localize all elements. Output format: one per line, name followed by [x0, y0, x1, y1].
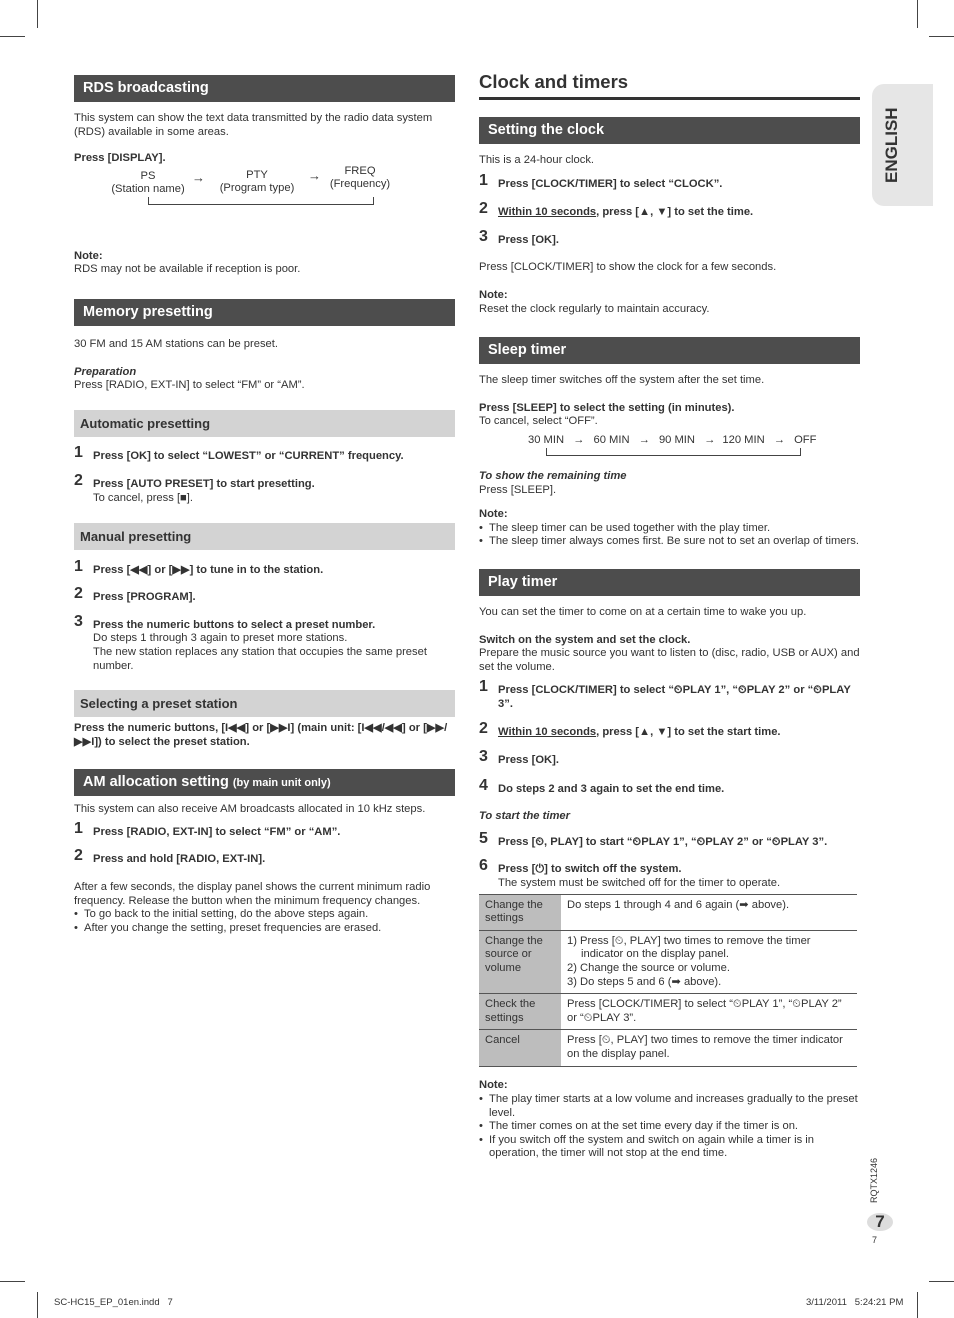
- crop-mark: [0, 36, 25, 37]
- play-switch-label: Switch on the system and set the clock.: [479, 633, 691, 646]
- rds-intro: This system can show the text data transmitted by the radio data system (RDS) available in some areas.: [74, 112, 433, 138]
- rds-flow-freq: FREQ (Frequency): [329, 164, 391, 191]
- manual-step-1: 1 Press [◀◀] or [▶▶] to tune in to the station.: [74, 557, 324, 576]
- table-row: Cancel Press [⏲, PLAY] two times to remove the timer indicator on the display panel.: [479, 1030, 857, 1067]
- arrow-icon: →: [704, 433, 716, 446]
- loop-line: [148, 197, 374, 205]
- rds-note-label: Note:: [74, 249, 103, 262]
- selecting-section-title: Selecting a preset station: [74, 690, 455, 717]
- memory-prep: Press [RADIO, EXT-IN] to select “FM” or “AM”.: [74, 379, 305, 392]
- am-section-title: AM allocation setting (by main unit only): [74, 769, 455, 796]
- play-section-title: Play timer: [479, 569, 860, 596]
- clock-note-label: Note:: [479, 288, 508, 301]
- selecting-text: Press the numeric buttons, [I◀◀] or [▶▶I] (main unit: [I◀◀/◀◀] or [▶▶/▶▶I]) to select the preset station.: [74, 722, 448, 748]
- memory-intro: 30 FM and 15 AM stations can be preset.: [74, 337, 278, 350]
- play-step-1: 1 Press [CLOCK/TIMER] to select “⏲PLAY 1”, “⏲PLAY 2” or “⏲PLAY 3”.: [479, 678, 851, 710]
- table-row: Change the source or volume 1) Press [⏲, PLAY] two times to remove the timer indicator on the display panel. 2) Change the source or volume. 3) Do steps 5 and 6 (➡ above).: [479, 930, 857, 993]
- clock-section-title: Setting the clock: [479, 117, 860, 144]
- play-timer-table: [479, 894, 857, 1068]
- sleep-flow-diagram: [479, 432, 860, 466]
- crop-mark: [37, 1292, 38, 1318]
- auto-section-title: Automatic presetting: [74, 410, 455, 437]
- play-intro: You can set the timer to come on at a certain time to wake you up.: [479, 605, 807, 618]
- memory-prep-label: Preparation: [74, 365, 137, 378]
- clock-step-1: 1 Press [CLOCK/TIMER] to select “CLOCK”.: [479, 171, 723, 190]
- crop-mark: [929, 36, 954, 37]
- sleep-flow: 30 MIN → 60 MIN → 90 MIN → 120 MIN → OFF: [528, 433, 817, 446]
- rds-section-title: RDS broadcasting: [74, 75, 455, 102]
- am-step-1: 1 Press [RADIO, EXT-IN] to select “FM” or “AM”.: [74, 819, 341, 838]
- clock-intro: This is a 24-hour clock.: [479, 154, 595, 166]
- crop-mark: [929, 1281, 954, 1282]
- am-intro: This system can also receive AM broadcasts allocated in 10 kHz steps.: [74, 803, 426, 816]
- clock-after: Press [CLOCK/TIMER] to show the clock for a few seconds.: [479, 261, 777, 274]
- rds-flow-pty: PTY (Program type): [219, 168, 295, 195]
- language-tab: [872, 84, 933, 206]
- crop-mark: [917, 0, 918, 28]
- play-prepare: Prepare the music source you want to listen to (disc, radio, USB or AUX) and set the volume.: [479, 647, 860, 673]
- am-bullets: • To go back to the initial setting, do the above steps again. • After you change the setting, preset frequencies are erased.: [74, 908, 455, 935]
- play-step-4: 4 Do steps 2 and 3 again to set the end time.: [479, 776, 725, 795]
- auto-step-1: 1 Press [OK] to select “LOWEST” or “CURRENT” frequency.: [74, 443, 404, 462]
- clock-step-2: 2 Within 10 seconds, press [▲, ▼] to set the time.: [479, 200, 754, 219]
- sleep-note-label: Note:: [479, 508, 508, 521]
- memory-section-title: Memory presetting: [74, 299, 455, 326]
- am-step-2: 2 Press and hold [RADIO, EXT-IN].: [74, 847, 266, 866]
- loop-line: [546, 448, 801, 456]
- page-title: Clock and timers: [479, 71, 860, 100]
- manual-step-2: 2 Press [PROGRAM].: [74, 585, 196, 604]
- arrow-icon: →: [308, 167, 321, 183]
- footer-date: 3/11/2011 5:24:21 PM: [806, 1297, 904, 1308]
- play-start-label: To start the timer: [479, 810, 570, 823]
- play-step-2: 2 Within 10 seconds, press [▲, ▼] to set the start time.: [479, 720, 781, 739]
- play-bullets: • The play timer starts at a low volume and increases gradually to the preset level. • The timer comes on at the set time every day if the timer is on. • If you switch off the system and switch on again while a timer is in operation, the timer will not stop at the end time.: [479, 1093, 860, 1161]
- arrow-icon: →: [638, 433, 650, 446]
- arrow-icon: →: [192, 169, 205, 185]
- page-number: 7: [872, 1235, 878, 1245]
- crop-mark: [0, 1281, 25, 1282]
- sleep-remaining-label: To show the remaining time: [479, 469, 627, 482]
- arrow-icon: →: [773, 433, 785, 446]
- auto-step-2: 2 Press [AUTO PRESET] to start presetting. To cancel, press [■].: [74, 472, 315, 504]
- table-row: Check the settings Press [CLOCK/TIMER] to select “⏲PLAY 1”, “⏲PLAY 2” or “⏲PLAY 3”.: [479, 994, 857, 1030]
- page-badge: 7: [867, 1213, 893, 1231]
- rds-flow-ps: PS (Station name): [111, 169, 185, 196]
- manual-section-title: Manual presetting: [74, 523, 455, 550]
- sleep-remaining: Press [SLEEP].: [479, 483, 557, 496]
- right-column: [479, 71, 860, 1161]
- language-label: ENGLISH: [882, 107, 901, 183]
- left-column: [74, 75, 455, 935]
- document-code: RQTX1246: [869, 1157, 879, 1203]
- clock-step-3: 3 Press [OK].: [479, 227, 559, 246]
- sleep-press: Press [SLEEP] to select the setting (in minutes).: [479, 401, 735, 414]
- clock-note: Reset the clock regularly to maintain accuracy.: [479, 302, 710, 315]
- rds-flow-diagram: [74, 166, 455, 230]
- play-step-6: 6 Press [⏻] to switch off the system. The system must be switched off for the timer to operate.: [479, 857, 781, 890]
- sleep-cancel: To cancel, select “OFF”.: [479, 415, 598, 428]
- arrow-icon: →: [573, 433, 585, 446]
- rds-note: RDS may not be available if reception is poor.: [74, 263, 301, 276]
- play-note-label: Note:: [479, 1079, 508, 1092]
- sleep-intro: The sleep timer switches off the system after the set time.: [479, 374, 765, 387]
- sleep-section-title: Sleep timer: [479, 337, 860, 364]
- sleep-bullets: • The sleep timer can be used together with the play timer. • The sleep timer always comes first. Be sure not to set an overlap of timers.: [479, 522, 860, 549]
- crop-mark: [917, 1292, 918, 1318]
- footer-file: SC-HC15_EP_01en.indd 7: [54, 1297, 173, 1308]
- play-step-5: 5 Press [⏲, PLAY] to start “⏲PLAY 1”, “⏲PLAY 2” or “⏲PLAY 3”.: [479, 829, 828, 848]
- rds-press: Press [DISPLAY].: [74, 152, 166, 165]
- crop-mark: [37, 0, 38, 28]
- manual-step-3: 3 Press the numeric buttons to select a preset number. Do steps 1 through 3 again to preset more stations. The new station replaces any station that occupies the same preset number.: [74, 612, 427, 672]
- table-row: Change the settings Do steps 1 through 4 and 6 again (➡ above).: [479, 894, 857, 930]
- play-step-3: 3 Press [OK].: [479, 748, 559, 767]
- am-after: After a few seconds, the display panel shows the current minimum radio frequency. Release the button when the minimum frequency changes.: [74, 881, 431, 907]
